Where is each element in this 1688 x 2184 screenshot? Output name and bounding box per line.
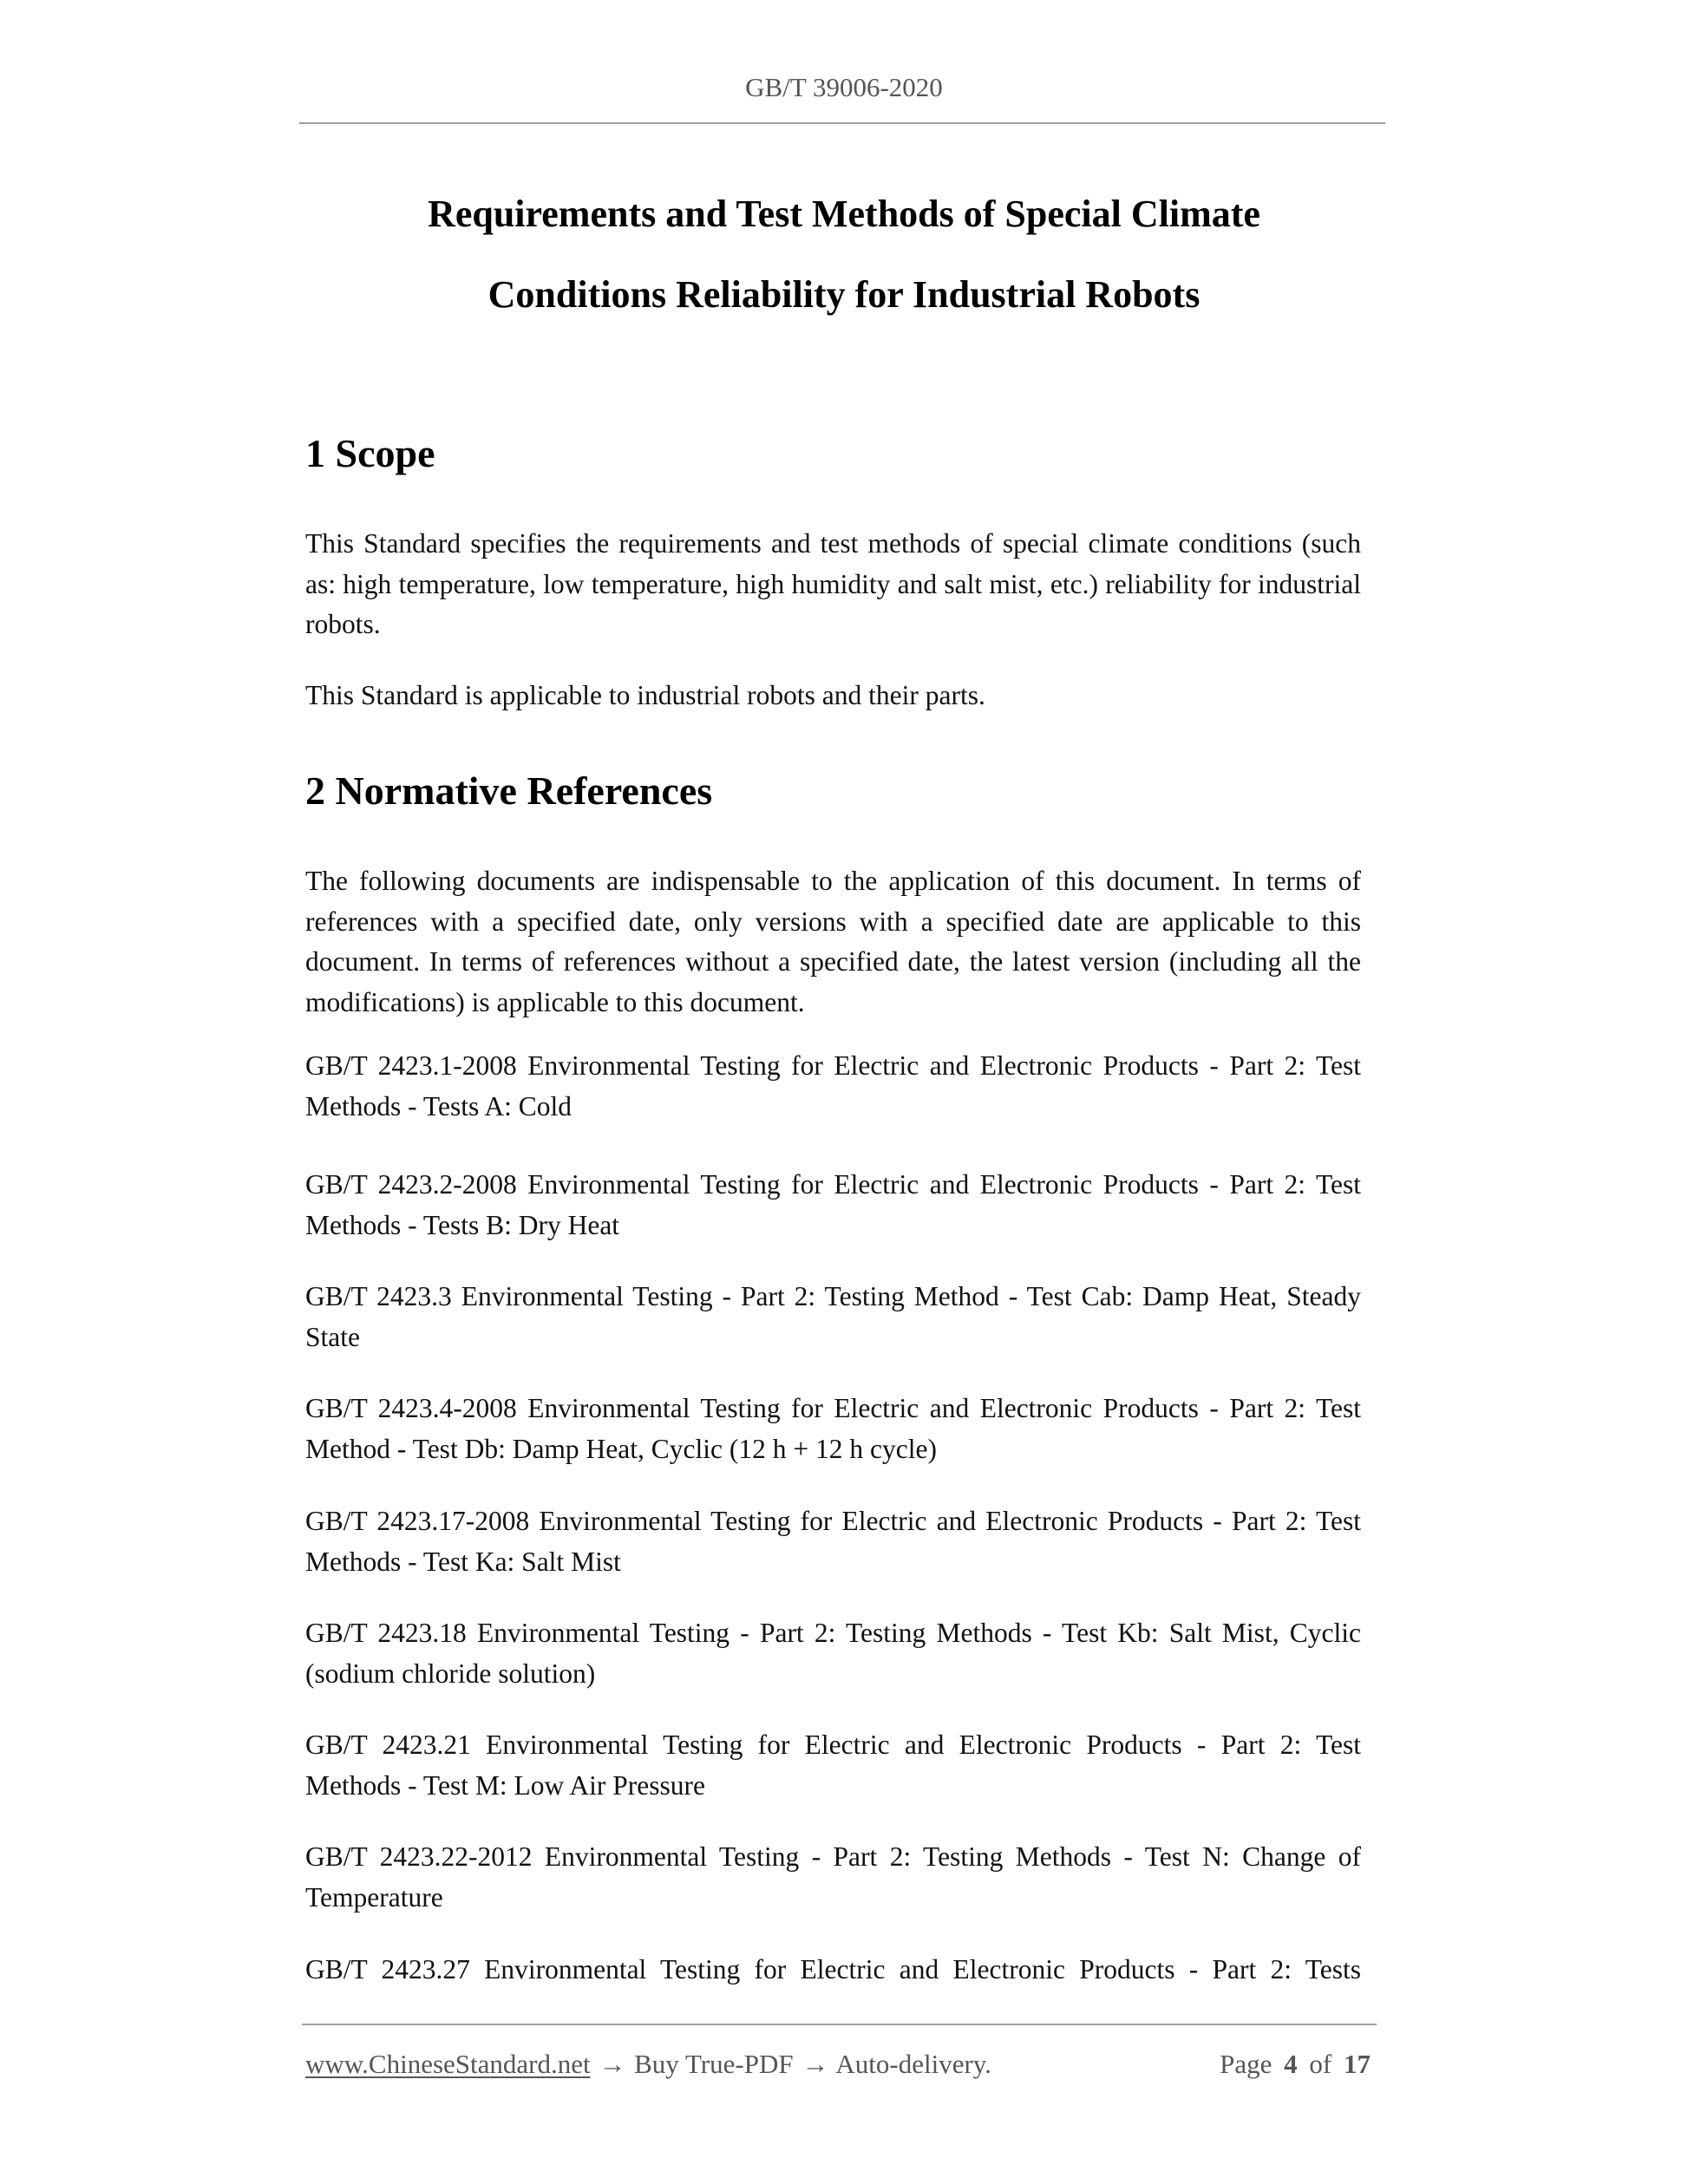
reference-line: GB/T 2423.3 Environmental Testing - Part 2: Testing Method - Test Cab: Damp Heat, Steady	[305, 1281, 1361, 1311]
reference-item	[305, 1613, 1361, 1694]
section-heading-normative-references: 2 Normative References	[305, 768, 713, 813]
reference-line: GB/T 2423.1-2008 Environmental Testing for Electric and Electronic Products - Part 2: Test	[305, 1050, 1361, 1081]
arrow-right-icon: →	[599, 2049, 626, 2079]
text-line: The following documents are indispensable to the application of this document. In terms of	[305, 866, 1361, 896]
reference-line: (sodium chloride solution)	[305, 1658, 596, 1689]
reference-item	[305, 1046, 1361, 1127]
page-current: 4	[1284, 2049, 1298, 2079]
reference-line: Temperature	[305, 1881, 443, 1913]
footer-promo	[305, 2050, 991, 2077]
title-line-1: Requirements and Test Methods of Special Climate	[428, 193, 1260, 235]
reference-item	[305, 1277, 1361, 1357]
scope-paragraph-2	[305, 676, 1361, 716]
reference-line: Methods - Test Ka: Salt Mist	[305, 1546, 621, 1577]
page-label: Page	[1220, 2049, 1273, 2079]
document-title-line-2	[0, 273, 1688, 316]
text-line: document. In terms of references without a specified date, the latest version (including all the	[305, 946, 1361, 977]
reference-line: Method - Test Db: Damp Heat, Cyclic (12 h + 12 h cycle)	[305, 1433, 937, 1464]
text-line: modifications) is applicable to this document.	[305, 986, 805, 1017]
arrow-right-icon: →	[801, 2049, 829, 2079]
normative-intro-paragraph	[305, 861, 1361, 1023]
reference-line: Methods - Test M: Low Air Pressure	[305, 1769, 705, 1801]
reference-line: GB/T 2423.21 Environmental Testing for Electric and Electronic Products - Part 2: Test	[305, 1730, 1361, 1760]
website-link[interactable]: www.ChineseStandard.net	[305, 2049, 591, 2079]
text-line: This Standard is applicable to industrial robots and their parts.	[305, 680, 985, 710]
page-indicator	[1197, 2050, 1371, 2077]
reference-item	[305, 1950, 1361, 1991]
reference-line: GB/T 2423.4-2008 Environmental Testing for Electric and Electronic Products - Part 2: Test	[305, 1393, 1361, 1423]
reference-item	[305, 1725, 1361, 1806]
reference-line: State	[305, 1321, 360, 1352]
reference-item	[305, 1389, 1361, 1469]
document-code-header	[0, 74, 1688, 101]
reference-line: GB/T 2423.2-2008 Environmental Testing for Electric and Electronic Products - Part 2: Test	[305, 1169, 1361, 1200]
text-line: references with a specified date, only versions with a specified date are applicable to this	[305, 906, 1361, 937]
page-of-label: of	[1309, 2049, 1332, 2079]
document-title-line-1	[0, 195, 1688, 233]
reference-line: Methods - Tests A: Cold	[305, 1090, 572, 1121]
reference-item	[305, 1501, 1361, 1582]
reference-line: GB/T 2423.22-2012 Environmental Testing - Part 2: Testing Methods - Test N: Change of	[305, 1841, 1361, 1872]
footer-divider	[302, 2024, 1377, 2025]
header-divider	[299, 122, 1385, 124]
document-code: GB/T 39006-2020	[745, 72, 943, 102]
section-heading-scope: 1 Scope	[305, 431, 435, 475]
scope-paragraph-1	[305, 524, 1361, 645]
reference-line: Methods - Tests B: Dry Heat	[305, 1209, 620, 1240]
reference-line: GB/T 2423.18 Environmental Testing - Part 2: Testing Methods - Test Kb: Salt Mist, Cyclic	[305, 1618, 1361, 1648]
text-line: This Standard specifies the requirements and test methods of special climate conditions (such	[305, 528, 1361, 559]
reference-item	[305, 1165, 1361, 1246]
reference-line: GB/T 2423.17-2008 Environmental Testing for Electric and Electronic Products - Part 2: Test	[305, 1506, 1361, 1536]
text-line: robots.	[305, 609, 381, 639]
reference-item	[305, 1837, 1361, 1918]
text-line: as: high temperature, low temperature, high humidity and salt mist, etc.) reliability for industrial	[305, 568, 1361, 599]
auto-delivery-text: Auto-delivery.	[835, 2049, 992, 2079]
page-total: 17	[1344, 2049, 1371, 2079]
reference-line: GB/T 2423.27 Environmental Testing for Electric and Electronic Products - Part 2: Tests	[305, 1954, 1361, 1985]
buy-true-pdf-text: Buy True-PDF	[634, 2049, 794, 2079]
title-line-2: Conditions Reliability for Industrial Robots	[487, 273, 1201, 316]
